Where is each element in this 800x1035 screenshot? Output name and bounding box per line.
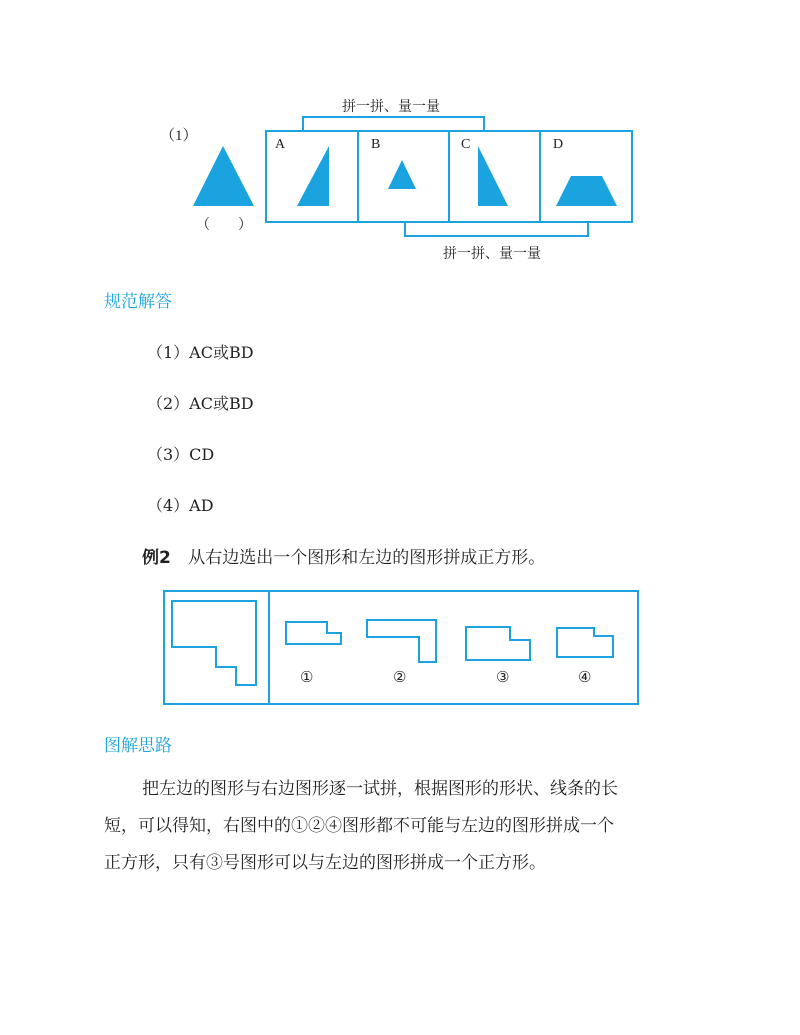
answer-4: （4）AD [147, 496, 214, 515]
answer-blank: （ ） [196, 218, 252, 233]
figure2-frame [164, 591, 638, 704]
main-triangle [193, 146, 254, 206]
shape-c-right-triangle [478, 146, 508, 206]
section-solution-title: 图解思路 [104, 736, 172, 756]
shape-b-small-triangle [388, 160, 416, 189]
option-label-a: A [275, 137, 286, 152]
option-shape-1 [286, 622, 341, 644]
example-text: 从右边选出一个图形和左边的图形拼成正方形。 [188, 548, 546, 568]
left-step-shape [172, 601, 256, 685]
option-shape-3 [466, 627, 530, 660]
option-number-3: ③ [496, 670, 510, 686]
solution-line-3: 正方形，只有③号图形可以与左边的图形拼成一个正方形。 [104, 853, 546, 873]
option-label-b: B [371, 137, 381, 152]
example-label: 例2 [142, 548, 171, 568]
section-answer-title: 规范解答 [104, 292, 172, 312]
answer-2: （2）AC或BD [147, 394, 254, 413]
shape-a-right-triangle [297, 146, 329, 206]
bracket-top-label: 拼一拼、量一量 [342, 100, 440, 115]
solution-paragraph [104, 771, 704, 882]
solution-line-2: 短，可以得知，右图中的①②④图形都不可能与左边的图形拼成一个 [104, 816, 614, 836]
answer-3: （3）CD [147, 445, 215, 464]
bracket-top [303, 117, 484, 131]
figure1 [0, 0, 800, 270]
bracket-bottom [405, 222, 588, 236]
option-shape-2 [367, 620, 436, 662]
example-heading [142, 543, 545, 568]
figure2 [0, 585, 800, 710]
option-number-4: ④ [578, 670, 592, 686]
answer-1: （1）AC或BD [147, 343, 254, 362]
solution-line-1: 把左边的图形与右边图形逐一试拼，根据图形的形状、线条的长 [142, 779, 618, 799]
shape-d-trapezoid [556, 176, 617, 206]
figure1-number: （1） [160, 128, 198, 144]
option-label-d: D [553, 137, 564, 152]
option-number-2: ② [393, 670, 407, 686]
option-shape-4 [557, 628, 613, 657]
option-label-c: C [461, 137, 471, 152]
bracket-bottom-label: 拼一拼、量一量 [443, 247, 541, 262]
option-number-1: ① [300, 670, 314, 686]
